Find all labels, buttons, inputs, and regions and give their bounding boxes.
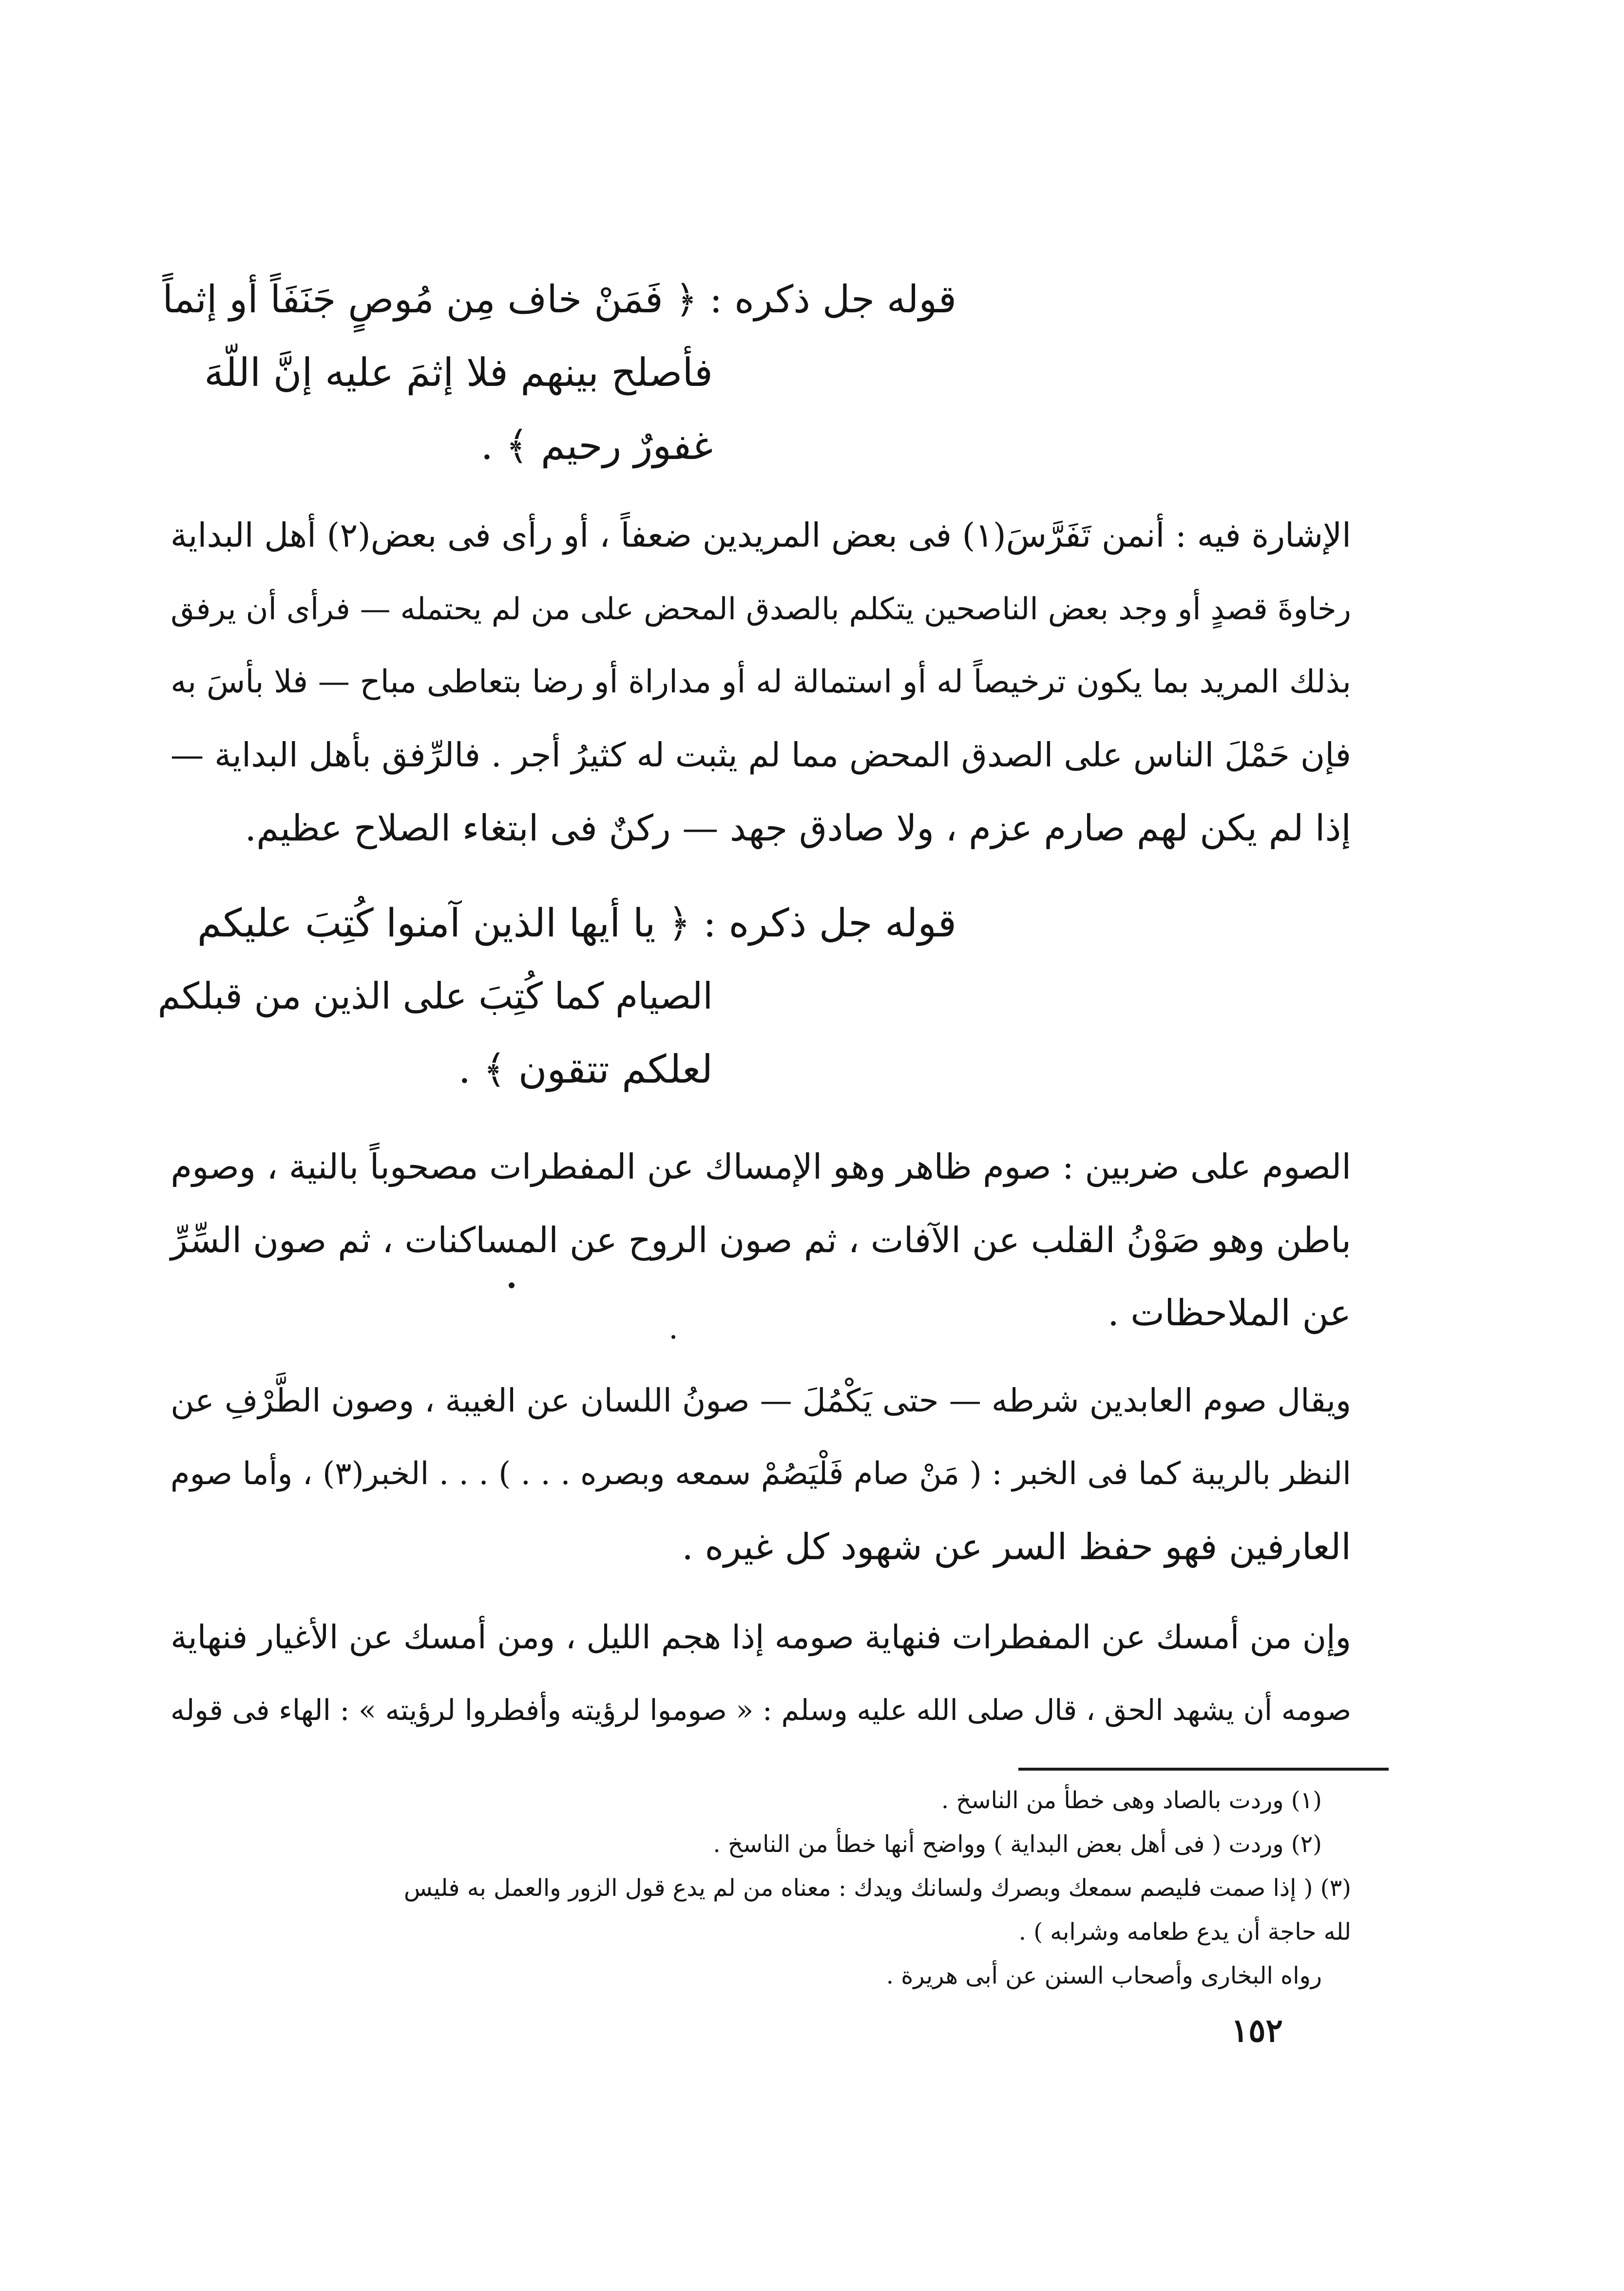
paragraph-2-line-1: الصوم على ضربين : صوم ظاهر وهو الإمساك عن المفطرات مصحوباً بالنية ، وصوم [171,1146,1351,1187]
paragraph-1-line-3: بذلك المريد بما يكون ترخيصاً له أو استمالة له أو مداراة أو رضا بتعاطى مباح — فلا بأسَ به [171,664,1351,700]
verse-2-line-3: لعلكم تتقون ﴾ . [458,1047,713,1092]
verse-1-line-3: غفورٌ رحيم ﴾ . [480,423,713,468]
paragraph-3-line-3: العارفين فهو حفظ السر عن شهود كل غيره . [682,1526,1351,1568]
paragraph-2-line-2: باطن وهو صَوْنُ القلب عن الآفات ، ثم صون الروح عن المساكنات ، ثم صون السِّرِّ [171,1220,1351,1260]
paragraph-1-line-2: رخاوةَ قصدٍ أو وجد بعض الناصحين يتكلم بالصدق المحض على من لم يحتمله — فرأى أن يرفق [171,591,1351,627]
footnote-3-line-1: (٣) ( إذا صمت فليصم سمعك وبصرك ولسانك ويدك : معناه من لم يدع قول الزور والعمل به فليس [403,1874,1351,1902]
verse-1-line-2: فأصلح بينهم فلا إثمَ عليه إنَّ اللّهَ [204,350,713,395]
paragraph-4-line-1: وإن من أمسك عن المفطرات فنهاية صومه إذا هجم الليل ، ومن أمسك عن الأغيار فنهاية [171,1618,1351,1656]
paragraph-1-line-4: فإن حَمْلَ الناس على الصدق المحض مما لم يثبت له كثيرُ أجر . فالرِّفق بأهل البداية — [170,736,1351,775]
paragraph-1-line-1: الإشارة فيه : أنمن تَفَرَّسَ(١) فى بعض المريدين ضعفاً ، أو رأى فى بعض(٢) أهل البداية [170,516,1351,555]
paragraph-2-line-3: عن الملاحظات . [1108,1292,1351,1334]
footnote-3-line-2: لله حاجة أن يدع طعامه وشرابه ) . [1018,1918,1351,1946]
verse-1-line-1: قوله جل ذكره : ﴿ فَمَنْ خاف مِن مُوصٍ جَنَفَاً أو إثماً [162,278,956,322]
footnote-separator [1018,1768,1389,1771]
ink-speck [671,1335,675,1339]
footnote-3-line-3: رواه البخارى وأصحاب السنن عن أبى هريرة . [886,1962,1322,1989]
page-number: ١٥٢ [1231,2011,1283,2049]
paragraph-4-line-2: صومه أن يشهد الحق ، قال صلى الله عليه وسلم : « صوموا لرؤيته وأفطروا لرؤيته » : الهاء فى قوله [170,1693,1351,1727]
paragraph-1-line-5: إذا لم يكن لهم صارم عزم ، ولا صادق جهد — ركنٌ فى ابتغاء الصلاح عظيم. [245,807,1351,849]
footnote-2: (٢) وردت ( فى أهل بعض البداية ) وواضح أنها خطأ من الناسخ . [713,1831,1322,1858]
ink-speck [509,1282,515,1288]
paragraph-3-line-2: النظر بالريبة كما فى الخبر : ( مَنْ صام فَلْيَصُمْ سمعه وبصره . . . ) . . . الخبر(٣) ، وأما صوم [170,1455,1351,1492]
verse-2-line-1: قوله جل ذكره : ﴿ يا أيها الذين آمنوا كُتِبَ عليكم [197,900,956,946]
paragraph-3-line-1: ويقال صوم العابدين شرطه — حتى يَكْمُلَ — صونُ اللسان عن الغيبة ، وصون الطَّرْفِ عن [171,1382,1351,1419]
verse-2-line-2: الصيام كما كُتِبَ على الذين من قبلكم [157,975,713,1017]
footnote-1: (١) وردت بالصاد وهى خطأ من الناسخ . [941,1787,1322,1814]
